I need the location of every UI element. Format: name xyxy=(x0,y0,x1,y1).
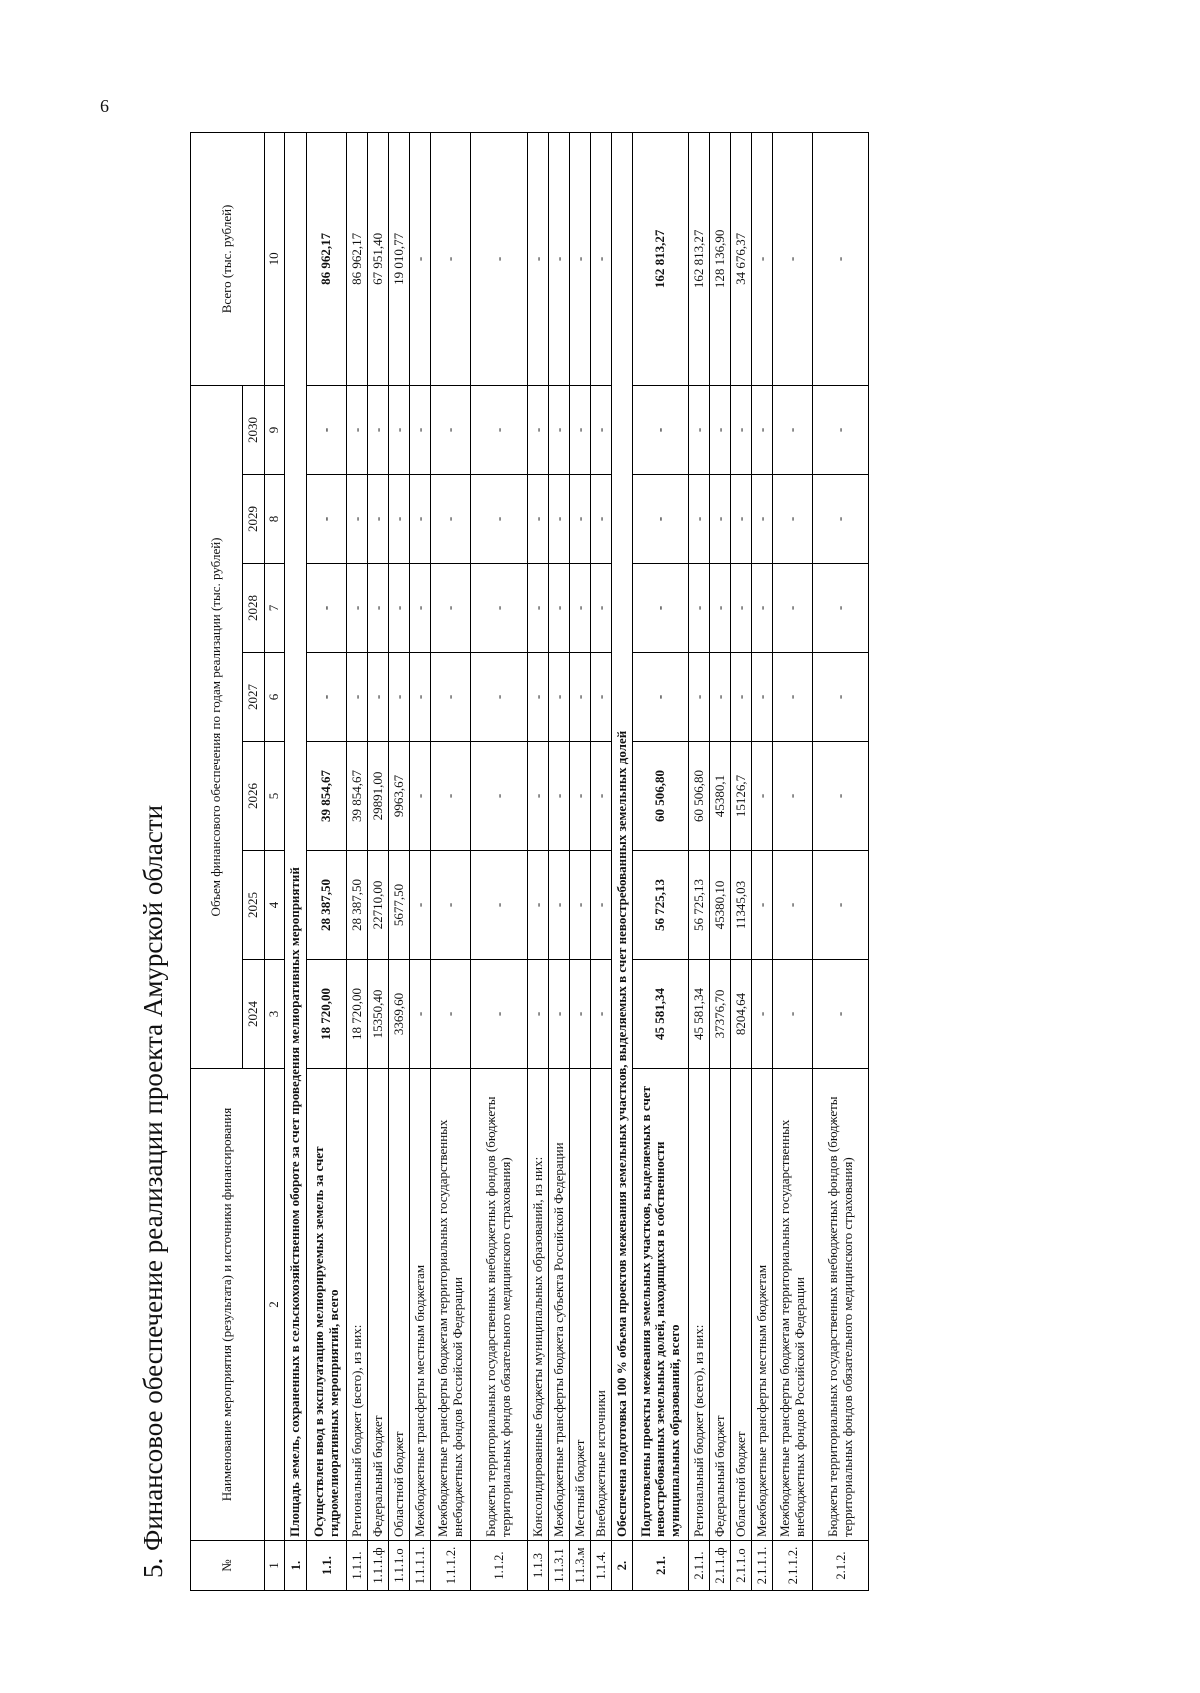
table-row xyxy=(471,132,528,1590)
section-title: Площадь земель, сохраненных в сельскохозяйственном обороте за счет проведения мелиоративных мероприятий xyxy=(285,132,307,1540)
header-total: Всего (тыс. рублей) xyxy=(191,132,265,385)
table-row xyxy=(710,132,731,1590)
row-number: 1.1.3.м xyxy=(570,1541,591,1591)
column-number: 3 xyxy=(265,960,285,1069)
cell-value: 28 387,50 xyxy=(347,851,368,960)
cell-value: 15126,7 xyxy=(731,742,752,851)
row-name: Федеральный бюджет xyxy=(710,1069,731,1541)
cell-value: - xyxy=(389,385,410,474)
column-number: 10 xyxy=(265,132,285,385)
cell-value: - xyxy=(431,475,471,564)
cell-total: - xyxy=(752,132,773,385)
row-number: 1.1.3 xyxy=(528,1541,549,1591)
cell-value: 29891,00 xyxy=(368,742,389,851)
cell-value: - xyxy=(528,653,549,742)
row-name: Областной бюджет xyxy=(731,1069,752,1541)
cell-value: - xyxy=(813,385,869,474)
section-title: Обеспечена подготовка 100 % объема проектов межевания земельных участков, выделяемых в счет невостребованных земельных долей xyxy=(612,132,633,1540)
cell-value: - xyxy=(731,653,752,742)
row-number: 1.1.1.ф xyxy=(368,1541,389,1591)
cell-total: 128 136,90 xyxy=(710,132,731,385)
cell-value: 22710,00 xyxy=(368,851,389,960)
cell-total: - xyxy=(591,132,612,385)
cell-value: - xyxy=(591,564,612,653)
cell-value: - xyxy=(633,653,689,742)
row-name: Межбюджетные трансферты бюджетам территориальных государственных внебюджетных фондов Российской Федерации xyxy=(773,1069,813,1541)
cell-value: - xyxy=(710,385,731,474)
cell-value: 5677,50 xyxy=(389,851,410,960)
cell-value: 11345,03 xyxy=(731,851,752,960)
cell-value: - xyxy=(307,475,347,564)
cell-value: 39 854,67 xyxy=(307,742,347,851)
row-number: 2.1.2. xyxy=(813,1541,869,1591)
row-number: 1. xyxy=(285,1541,307,1591)
header-year: 2026 xyxy=(243,742,265,851)
cell-value: - xyxy=(410,960,431,1069)
column-number: 4 xyxy=(265,851,285,960)
row-number: 1.1. xyxy=(307,1541,347,1591)
cell-value: - xyxy=(389,475,410,564)
table-row xyxy=(389,132,410,1590)
cell-value: - xyxy=(549,960,570,1069)
cell-value: - xyxy=(431,564,471,653)
funding-table xyxy=(190,132,869,1591)
row-name: Межбюджетные трансферты бюджетам территориальных государственных внебюджетных фондов Российской Федерации xyxy=(431,1069,471,1541)
table-row xyxy=(307,132,347,1590)
cell-value: - xyxy=(307,564,347,653)
cell-value: - xyxy=(591,851,612,960)
cell-value: - xyxy=(347,564,368,653)
cell-value: - xyxy=(570,653,591,742)
column-number: 9 xyxy=(265,385,285,474)
column-number: 2 xyxy=(265,1069,285,1541)
cell-value: - xyxy=(471,385,528,474)
header-volume: Объем финансового обеспечения по годам реализации (тыс. рублей) xyxy=(191,385,243,1068)
cell-value: - xyxy=(570,960,591,1069)
cell-value: - xyxy=(549,851,570,960)
cell-value: - xyxy=(591,742,612,851)
cell-value: - xyxy=(347,475,368,564)
header-year: 2027 xyxy=(243,653,265,742)
cell-value: - xyxy=(389,564,410,653)
row-name: Местный бюджет xyxy=(570,1069,591,1541)
row-name: Межбюджетные трансферты бюджета субъекта Российской Федерации xyxy=(549,1069,570,1541)
cell-value: - xyxy=(410,653,431,742)
cell-value: - xyxy=(752,653,773,742)
cell-value: - xyxy=(549,475,570,564)
row-number: 1.1.1.1. xyxy=(410,1541,431,1591)
row-name: Подготовлены проекты межевания земельных участков, выделяемых в счет невостребованных земельных долей, находящихся в собственности муниципальных образований, всего xyxy=(633,1069,689,1541)
cell-value: - xyxy=(528,475,549,564)
cell-value: 45380,10 xyxy=(710,851,731,960)
cell-value: - xyxy=(307,653,347,742)
cell-value: 18 720,00 xyxy=(347,960,368,1069)
cell-value: - xyxy=(752,851,773,960)
cell-value: - xyxy=(570,851,591,960)
column-number: 6 xyxy=(265,653,285,742)
page-number: 6 xyxy=(100,96,109,116)
cell-value: - xyxy=(410,475,431,564)
cell-value: - xyxy=(731,475,752,564)
row-name: Федеральный бюджет xyxy=(368,1069,389,1541)
row-name: Консолидированные бюджеты муниципальных образований, из них: xyxy=(528,1069,549,1541)
cell-value: - xyxy=(773,475,813,564)
cell-total: 86 962,17 xyxy=(307,132,347,385)
cell-value: - xyxy=(471,475,528,564)
cell-value: - xyxy=(689,653,710,742)
table-row xyxy=(528,132,549,1590)
row-number: 1.1.2. xyxy=(471,1541,528,1591)
cell-value: - xyxy=(528,564,549,653)
table-body xyxy=(285,132,869,1590)
cell-value: - xyxy=(410,742,431,851)
cell-value: - xyxy=(549,385,570,474)
column-number: 1 xyxy=(265,1541,285,1591)
cell-value: 18 720,00 xyxy=(307,960,347,1069)
table-row xyxy=(410,132,431,1590)
cell-value: - xyxy=(773,653,813,742)
cell-value: 56 725,13 xyxy=(689,851,710,960)
cell-value: - xyxy=(813,851,869,960)
cell-value: 3369,60 xyxy=(389,960,410,1069)
header-year: 2029 xyxy=(243,475,265,564)
row-number: 1.1.4. xyxy=(591,1541,612,1591)
cell-value: - xyxy=(813,653,869,742)
header-year: 2024 xyxy=(243,960,265,1069)
table-row xyxy=(368,132,389,1590)
table-row xyxy=(591,132,612,1590)
table-row xyxy=(752,132,773,1590)
cell-value: - xyxy=(813,960,869,1069)
header-year: 2025 xyxy=(243,851,265,960)
cell-value: - xyxy=(773,385,813,474)
cell-value: - xyxy=(591,385,612,474)
cell-value: - xyxy=(410,851,431,960)
cell-total: 34 676,37 xyxy=(731,132,752,385)
cell-value: - xyxy=(570,475,591,564)
cell-value: - xyxy=(752,385,773,474)
cell-value: - xyxy=(471,653,528,742)
cell-value: - xyxy=(773,742,813,851)
cell-value: 8204,64 xyxy=(731,960,752,1069)
cell-value: - xyxy=(813,564,869,653)
cell-value: 45380,1 xyxy=(710,742,731,851)
cell-value: - xyxy=(570,742,591,851)
cell-value: - xyxy=(471,564,528,653)
cell-total: - xyxy=(471,132,528,385)
cell-total: 67 951,40 xyxy=(368,132,389,385)
cell-total: - xyxy=(773,132,813,385)
cell-value: - xyxy=(431,385,471,474)
row-name: Областной бюджет xyxy=(389,1069,410,1541)
cell-value: - xyxy=(431,851,471,960)
row-number: 1.1.1.2. xyxy=(431,1541,471,1591)
row-name: Межбюджетные трансферты местным бюджетам xyxy=(752,1069,773,1541)
cell-value: - xyxy=(389,653,410,742)
cell-value: - xyxy=(549,742,570,851)
row-number: 2.1.1.о xyxy=(731,1541,752,1591)
row-name: Межбюджетные трансферты местным бюджетам xyxy=(410,1069,431,1541)
cell-value: - xyxy=(549,653,570,742)
cell-value: - xyxy=(752,564,773,653)
cell-value: - xyxy=(549,564,570,653)
cell-total: - xyxy=(813,132,869,385)
cell-value: - xyxy=(528,851,549,960)
cell-value: 15350,40 xyxy=(368,960,389,1069)
cell-total: - xyxy=(549,132,570,385)
table-row xyxy=(773,132,813,1590)
row-name: Региональный бюджет (всего), из них: xyxy=(347,1069,368,1541)
cell-value: - xyxy=(570,564,591,653)
cell-value: - xyxy=(410,564,431,653)
cell-value: 56 725,13 xyxy=(633,851,689,960)
table-row xyxy=(731,132,752,1590)
cell-total: 86 962,17 xyxy=(347,132,368,385)
cell-total: - xyxy=(528,132,549,385)
cell-value: 45 581,34 xyxy=(689,960,710,1069)
row-number: 2.1. xyxy=(633,1541,689,1591)
cell-value: - xyxy=(752,960,773,1069)
cell-value: - xyxy=(431,960,471,1069)
header-name: Наименование мероприятия (результата) и источники финансирования xyxy=(191,1069,265,1541)
cell-value: - xyxy=(591,653,612,742)
cell-value: - xyxy=(591,960,612,1069)
cell-value: - xyxy=(813,742,869,851)
cell-value: 9963,67 xyxy=(389,742,410,851)
document-title: 5. Финансовое обеспечение реализации проекта Амурской области xyxy=(138,804,168,1578)
row-number: 1.1.3.1 xyxy=(549,1541,570,1591)
cell-value: 60 506,80 xyxy=(633,742,689,851)
table-row xyxy=(549,132,570,1590)
cell-value: - xyxy=(731,385,752,474)
section-row xyxy=(612,132,633,1590)
table-row xyxy=(431,132,471,1590)
cell-value: - xyxy=(431,742,471,851)
row-number: 2.1.1. xyxy=(689,1541,710,1591)
cell-value: - xyxy=(710,475,731,564)
cell-value: - xyxy=(633,475,689,564)
cell-value: - xyxy=(528,960,549,1069)
row-number: 2. xyxy=(612,1541,633,1591)
row-name: Осуществлен ввод в эксплуатацию мелиорируемых земель за счет гидромелиоративных мероприятий, всего xyxy=(307,1069,347,1541)
cell-value: - xyxy=(528,742,549,851)
row-name: Бюджеты территориальных государственных внебюджетных фондов (бюджеты территориальных фондов обязательного медицинского страхования) xyxy=(471,1069,528,1541)
cell-value: - xyxy=(368,564,389,653)
header-year: 2028 xyxy=(243,564,265,653)
cell-value: - xyxy=(633,385,689,474)
cell-value: - xyxy=(752,475,773,564)
column-number: 7 xyxy=(265,564,285,653)
column-number: 5 xyxy=(265,742,285,851)
cell-value: 45 581,34 xyxy=(633,960,689,1069)
row-name: Региональный бюджет (всего), из них: xyxy=(689,1069,710,1541)
cell-value: 28 387,50 xyxy=(307,851,347,960)
cell-value: - xyxy=(471,960,528,1069)
cell-value: - xyxy=(471,851,528,960)
cell-value: 60 506,80 xyxy=(689,742,710,851)
row-number: 1.1.1. xyxy=(347,1541,368,1591)
cell-total: - xyxy=(410,132,431,385)
cell-value: - xyxy=(431,653,471,742)
table-row xyxy=(813,132,869,1590)
cell-total: 162 813,27 xyxy=(633,132,689,385)
cell-value: - xyxy=(752,742,773,851)
cell-value: - xyxy=(570,385,591,474)
table-row xyxy=(689,132,710,1590)
cell-total: 162 813,27 xyxy=(689,132,710,385)
cell-value: - xyxy=(347,385,368,474)
table-row xyxy=(570,132,591,1590)
row-name: Внебюджетные источники xyxy=(591,1069,612,1541)
cell-value: - xyxy=(347,653,368,742)
section-row xyxy=(285,132,307,1590)
cell-value: - xyxy=(773,960,813,1069)
header-year: 2030 xyxy=(243,385,265,474)
cell-value: - xyxy=(410,385,431,474)
cell-value: - xyxy=(731,564,752,653)
cell-value: - xyxy=(471,742,528,851)
cell-total: 19 010,77 xyxy=(389,132,410,385)
cell-value: - xyxy=(710,653,731,742)
table-row xyxy=(633,132,689,1590)
cell-value: - xyxy=(368,385,389,474)
row-number: 1.1.1.о xyxy=(389,1541,410,1591)
row-number: 2.1.1.2. xyxy=(773,1541,813,1591)
cell-total: - xyxy=(431,132,471,385)
cell-total: - xyxy=(570,132,591,385)
header-no: № xyxy=(191,1541,265,1591)
cell-value: - xyxy=(773,564,813,653)
cell-value: - xyxy=(773,851,813,960)
cell-value: - xyxy=(307,385,347,474)
cell-value: - xyxy=(591,475,612,564)
table-row xyxy=(347,132,368,1590)
cell-value: - xyxy=(689,475,710,564)
row-number: 2.1.1.ф xyxy=(710,1541,731,1591)
cell-value: - xyxy=(528,385,549,474)
cell-value: 39 854,67 xyxy=(347,742,368,851)
cell-value: - xyxy=(813,475,869,564)
cell-value: - xyxy=(368,653,389,742)
column-number: 8 xyxy=(265,475,285,564)
rotated-table-container xyxy=(190,143,966,1591)
cell-value: - xyxy=(368,475,389,564)
cell-value: - xyxy=(710,564,731,653)
row-number: 2.1.1.1. xyxy=(752,1541,773,1591)
row-name: Бюджеты территориальных государственных внебюджетных фондов (бюджеты территориальных фондов обязательного медицинского страхования) xyxy=(813,1069,869,1541)
cell-value: - xyxy=(689,564,710,653)
cell-value: - xyxy=(689,385,710,474)
cell-value: 37376,70 xyxy=(710,960,731,1069)
cell-value: - xyxy=(633,564,689,653)
